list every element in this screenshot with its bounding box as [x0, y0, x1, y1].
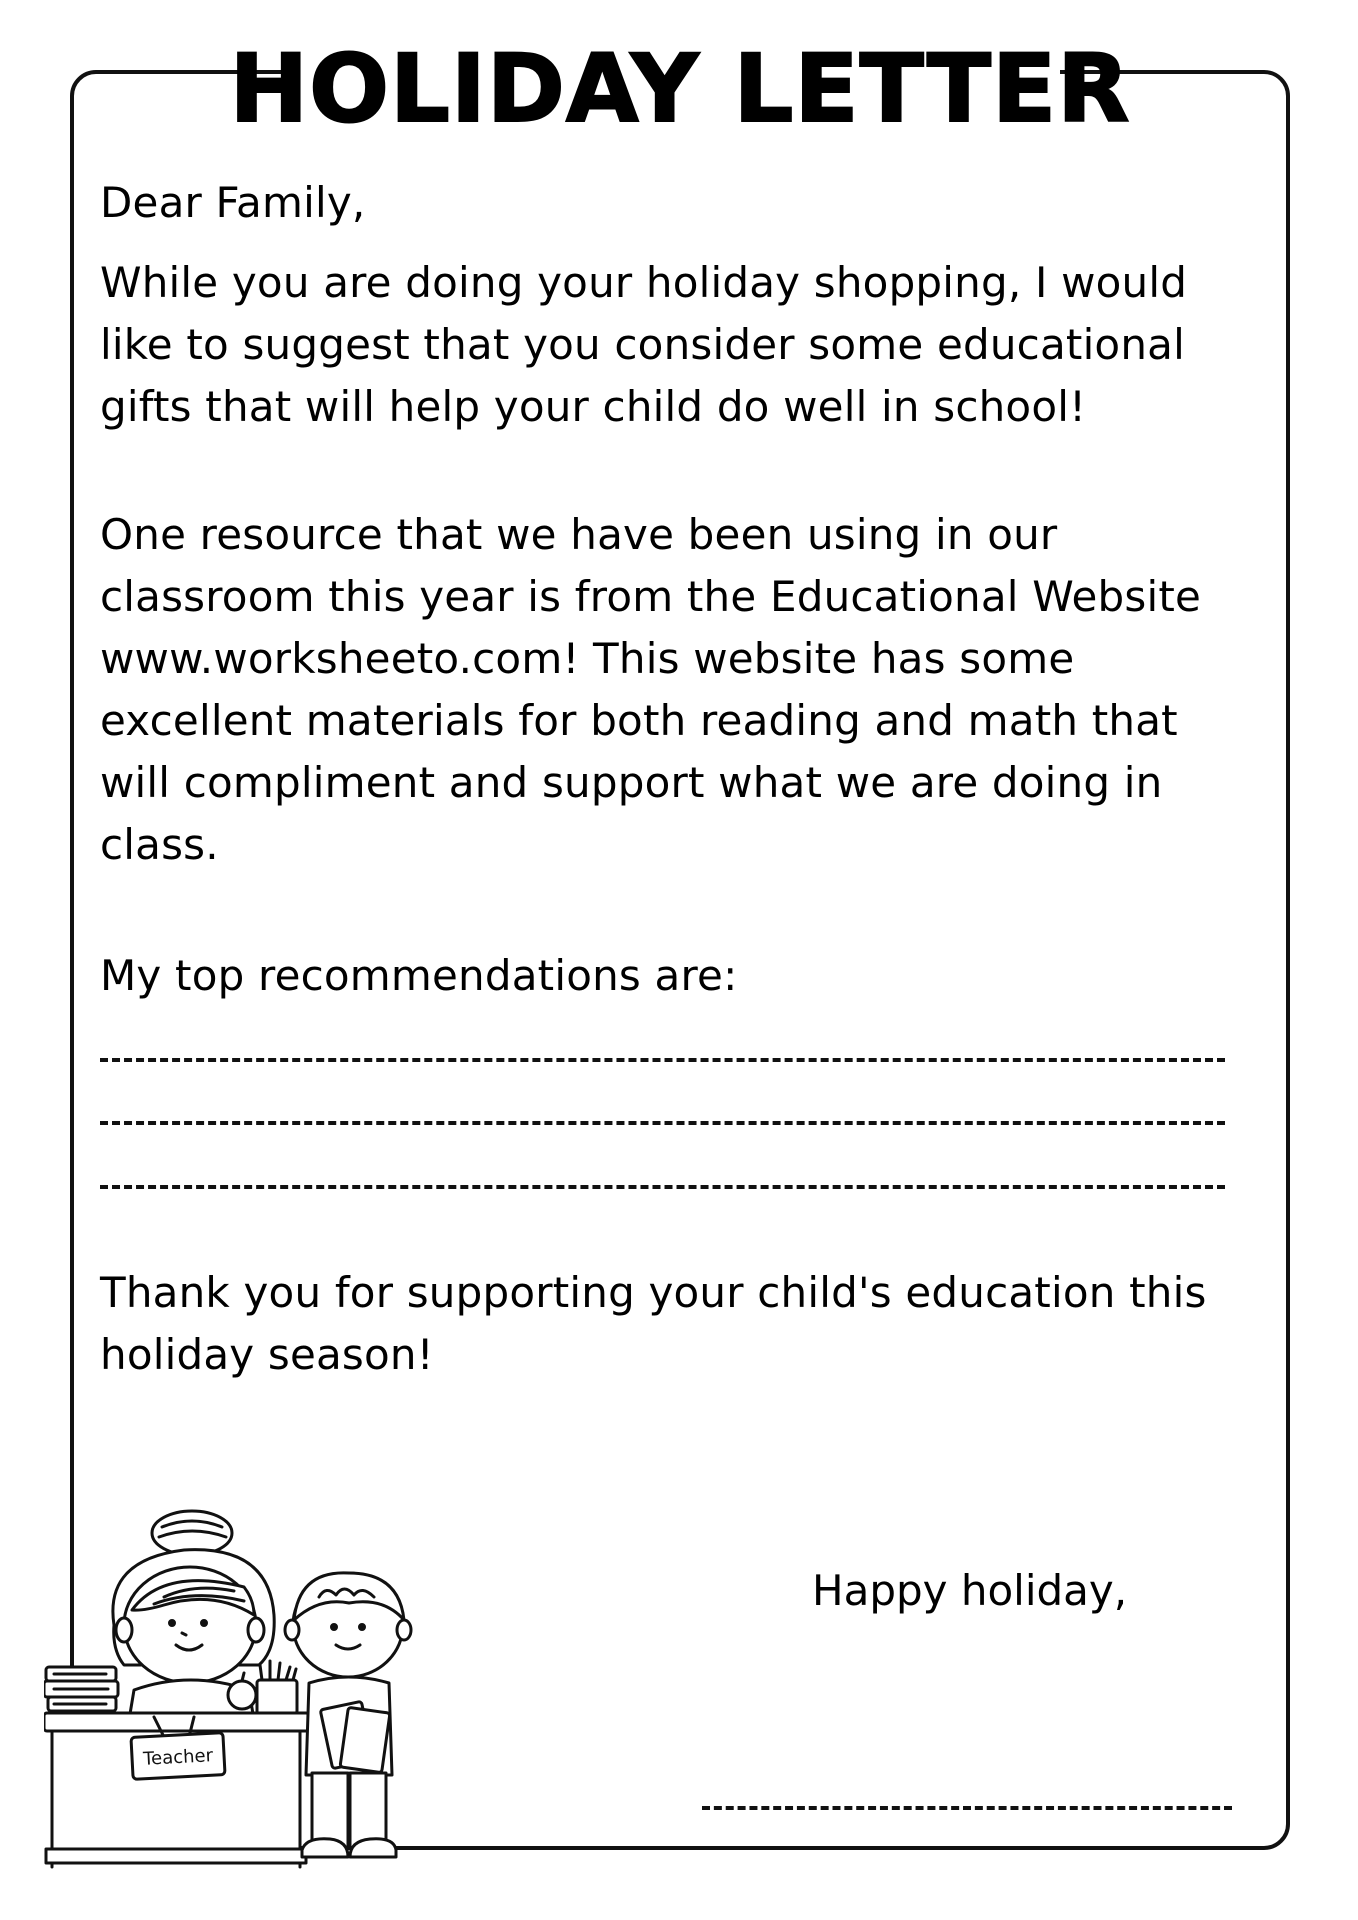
paragraph-shopping: While you are doing your holiday shopping, I would like to suggest that you consider some educational gifts that will help your child do well in school!	[100, 258, 1188, 431]
desk-sign-label: Teacher	[142, 1745, 214, 1770]
recommendation-blank-line-1[interactable]	[100, 1058, 1225, 1062]
greeting: Dear Family,	[100, 178, 366, 227]
signature-blank-line[interactable]	[702, 1806, 1232, 1810]
paragraph-resource: One resource that we have been using in our classroom this year is from the Educational Website www.worksheeto.com! This website has some excellent materials for both reading and math that will compliment and support what we are doing in class.	[100, 510, 1202, 869]
recommendations-label: My top recommendations are:	[100, 951, 738, 1000]
title-banner	[229, 30, 1131, 150]
page-title: HOLIDAY LETTER	[229, 35, 1131, 144]
recommendation-blank-line-3[interactable]	[100, 1185, 1225, 1189]
signoff: Happy holiday,	[812, 1566, 1128, 1615]
thank-you-text: Thank you for supporting your child's education this holiday season!	[100, 1268, 1207, 1379]
recommendation-blank-line-2[interactable]	[100, 1121, 1225, 1125]
teacher-and-student-illustration	[44, 1505, 464, 1875]
